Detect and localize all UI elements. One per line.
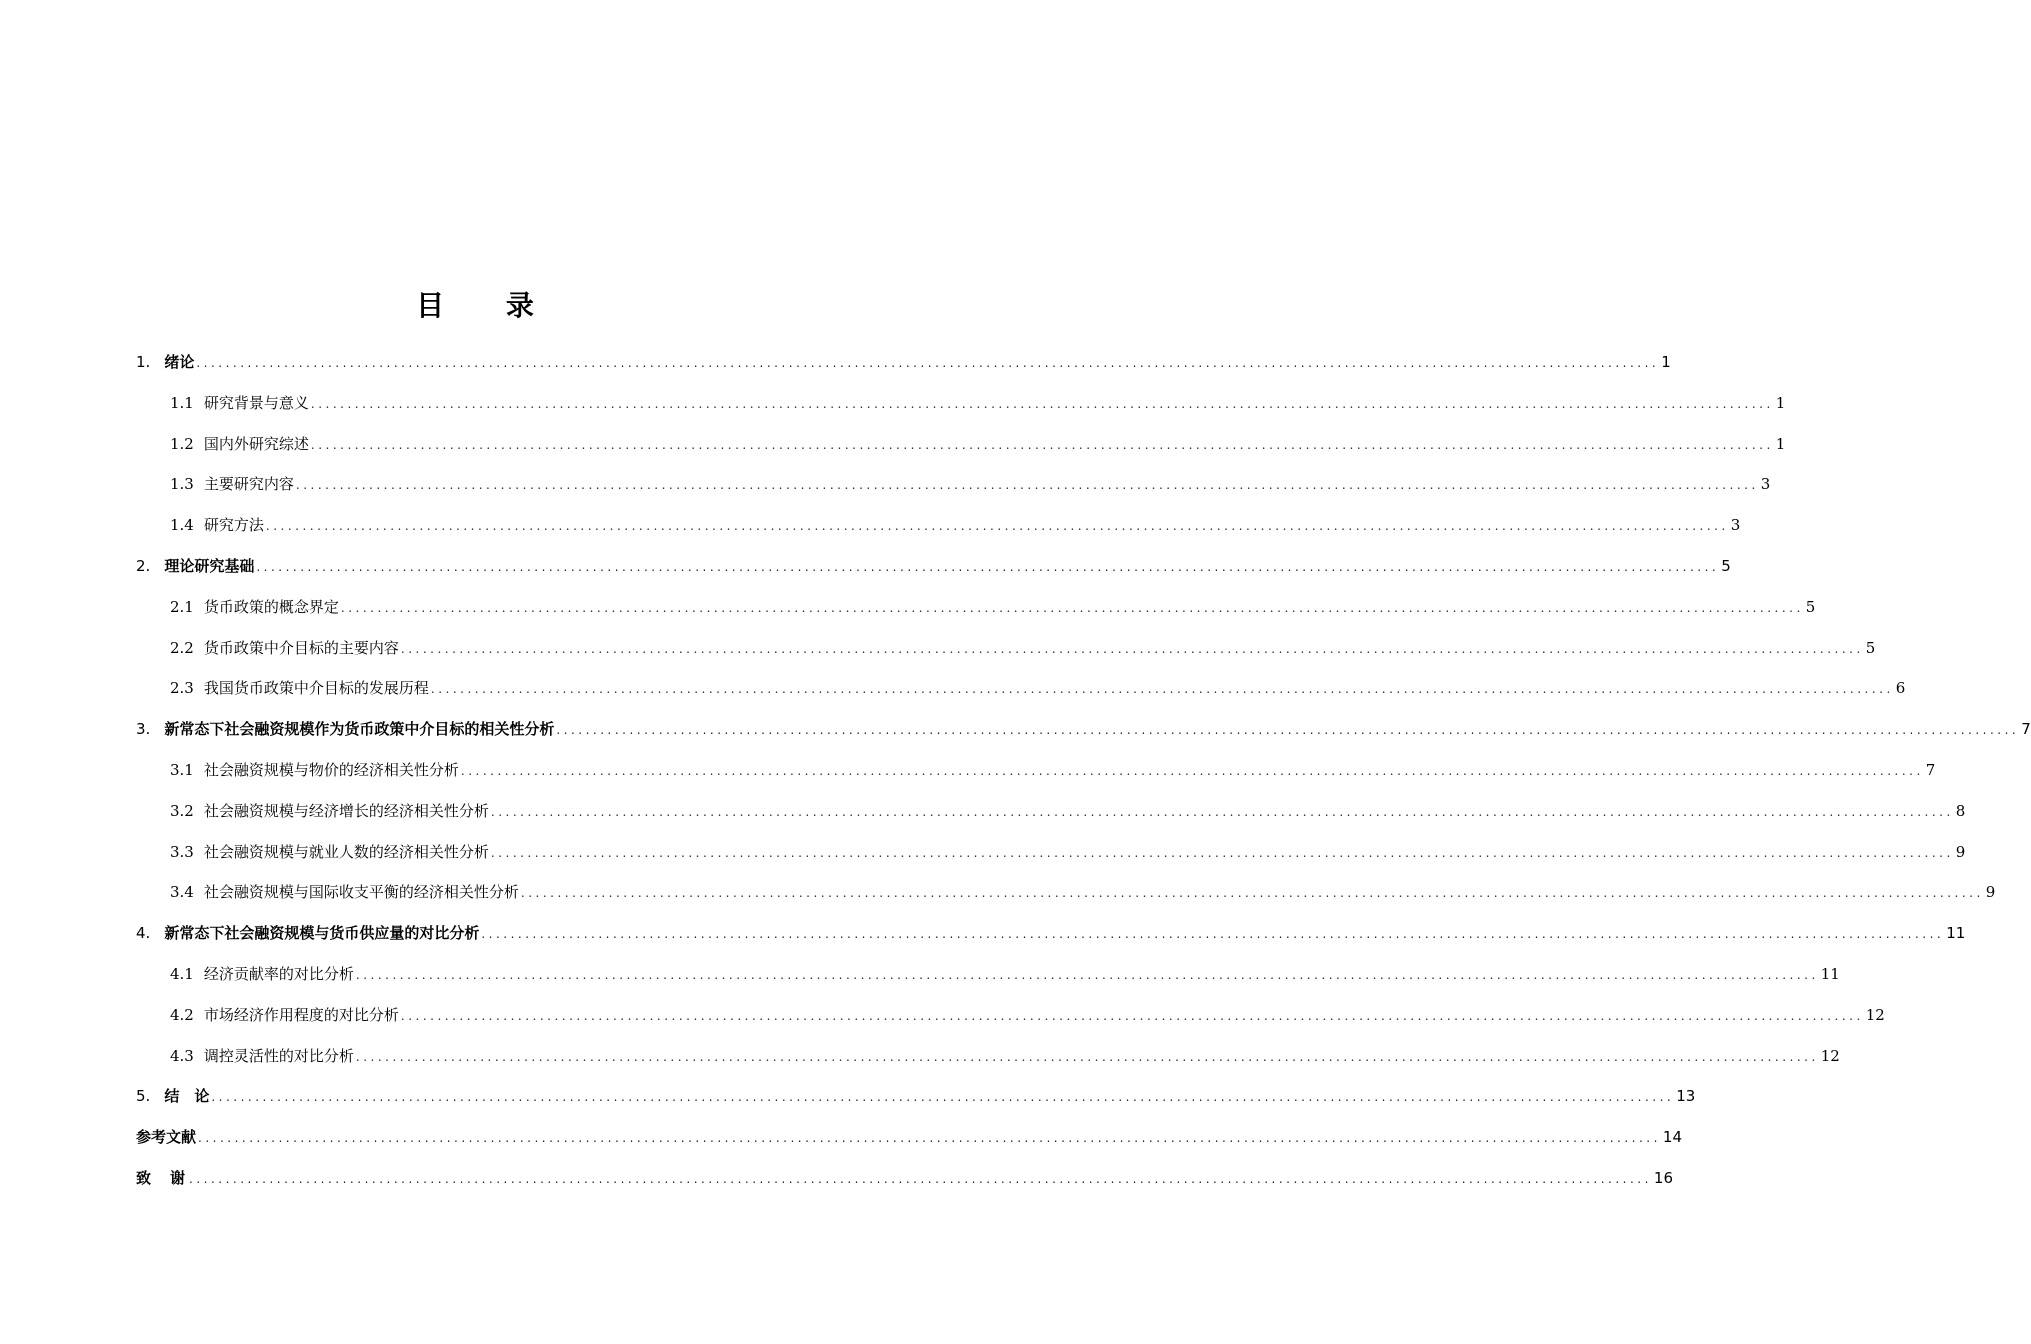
toc-entry-text: 我国货币政策中介目标的发展历程 <box>203 679 429 698</box>
toc-entry-number: 3.1 <box>170 761 194 779</box>
toc-entry-page: 14 <box>1662 1128 1682 1147</box>
toc-entry[interactable] <box>136 1125 1682 1149</box>
leader-dots: ........................................................................................................................................................................................................ <box>400 641 1864 656</box>
toc-entry-number: 4.2 <box>170 1005 194 1024</box>
toc-entry-page: 12 <box>1865 1005 1885 1024</box>
toc-entry-text: 经济贡献率的对比分析 <box>203 965 354 983</box>
toc-entry-number: 2. <box>136 557 151 575</box>
leader-dots: ........................................................................................................................................................................................................ <box>265 519 1729 534</box>
toc-entry-text: 理论研究基础 <box>164 557 255 575</box>
toc-entry-label <box>170 1044 354 1068</box>
leader-dots: ........................................................................................................................................................................................................ <box>520 886 1984 901</box>
toc-entry[interactable] <box>170 636 1876 660</box>
toc-entry-number: 4.3 <box>170 1046 194 1065</box>
leader-dots: ........................................................................................................................................................................................................ <box>196 356 1660 370</box>
toc-entry[interactable] <box>170 513 1741 537</box>
toc-entry-page: 11 <box>1820 965 1840 983</box>
toc-entry-page: 12 <box>1820 1046 1840 1065</box>
leader-dots: ........................................................................................................................................................................................................ <box>340 600 1804 615</box>
toc-entry-text: 研究方法 <box>203 516 264 535</box>
toc-entry-label <box>136 1166 187 1190</box>
toc-entry[interactable] <box>170 595 1816 619</box>
toc-entry[interactable] <box>170 758 1936 782</box>
leader-dots: ........................................................................................................................................................................................................ <box>211 1090 1675 1105</box>
toc-entry-page: 5 <box>1805 597 1816 616</box>
toc-entry-page: 3 <box>1760 475 1771 494</box>
toc-entry-label <box>170 432 309 456</box>
leader-dots: ........................................................................................................................................................................................................ <box>355 1049 1819 1064</box>
leader-dots: ........................................................................................................................................................................................................ <box>556 723 2020 738</box>
toc-entry-label <box>136 1084 209 1108</box>
toc-entry-label <box>136 1125 196 1149</box>
toc-entry[interactable] <box>170 1044 1840 1068</box>
toc-entry-label <box>170 1003 399 1027</box>
toc-entry-text: 社会融资规模与就业人数的经济相关性分析 <box>203 842 489 861</box>
leader-dots: ........................................................................................................................................................................................................ <box>481 927 1945 942</box>
toc-entry-number: 1.3 <box>170 475 194 494</box>
toc-entry-page: 1 <box>1775 434 1786 453</box>
toc-entry[interactable] <box>170 676 1906 700</box>
toc-entry-page: 1 <box>1661 353 1671 371</box>
toc-entry-page: 7 <box>1925 761 1936 779</box>
toc-entry[interactable] <box>170 432 1786 456</box>
toc-entry-text: 绪论 <box>164 353 195 371</box>
toc-entry-text: 社会融资规模与经济增长的经济相关性分析 <box>203 801 489 820</box>
leader-dots: ........................................................................................................................................................................................................ <box>490 804 1954 819</box>
toc-entry[interactable] <box>170 880 1996 904</box>
toc-entry-text: 结 论 <box>164 1087 210 1106</box>
toc-entry-label <box>170 676 429 700</box>
toc-entry-text: 新常态下社会融资规模作为货币政策中介目标的相关性分析 <box>164 720 555 739</box>
toc-entry-label <box>136 350 194 374</box>
toc-entry[interactable] <box>136 554 1731 578</box>
toc-entry-page: 5 <box>1721 557 1731 575</box>
toc-entry-text: 研究背景与意义 <box>203 393 309 412</box>
toc-entry-label <box>136 717 554 741</box>
toc-entry-text: 致 谢 <box>136 1169 188 1187</box>
toc-entry-text: 社会融资规模与物价的经济相关性分析 <box>203 761 459 779</box>
toc-entry-label <box>170 962 354 986</box>
toc-entry-number: 1.4 <box>170 516 194 535</box>
toc-entry-label <box>170 391 309 415</box>
toc-entry[interactable] <box>170 1003 1885 1027</box>
leader-dots: ........................................................................................................................................................................................................ <box>198 1131 1661 1146</box>
toc-entry-page: 3 <box>1730 516 1741 535</box>
toc-entry-page: 1 <box>1775 393 1786 412</box>
toc-entry-text: 调控灵活性的对比分析 <box>203 1046 354 1065</box>
toc-entry-page: 9 <box>1985 883 1996 902</box>
toc-entry-text: 货币政策的概念界定 <box>203 597 339 616</box>
toc-entry[interactable] <box>136 717 2031 741</box>
toc-entry-text: 市场经济作用程度的对比分析 <box>203 1005 399 1024</box>
toc-entry-label <box>170 595 339 619</box>
toc-entry[interactable] <box>136 1084 1696 1108</box>
toc-entry-number: 2.3 <box>170 679 194 698</box>
toc-entry-page: 13 <box>1676 1087 1696 1106</box>
toc-entry[interactable] <box>170 391 1786 415</box>
toc-entry[interactable] <box>170 962 1840 986</box>
toc-entry-number: 2.2 <box>170 638 194 657</box>
leader-dots: ........................................................................................................................................................................................................ <box>310 437 1774 452</box>
toc-entry-label <box>170 636 399 660</box>
toc-entry-label <box>170 880 519 904</box>
toc-entry-number: 3.2 <box>170 801 194 820</box>
toc-entry-label <box>136 554 254 578</box>
toc-entry-page: 9 <box>1955 842 1966 861</box>
toc-entry-page: 7 <box>2021 720 2031 739</box>
leader-dots: ........................................................................................................................................................................................................ <box>490 845 1954 860</box>
toc-entry[interactable] <box>136 1166 1673 1190</box>
toc-entry[interactable] <box>136 921 1966 945</box>
leader-dots: ........................................................................................................................................................................................................ <box>430 682 1894 697</box>
toc-entry-page: 6 <box>1895 679 1906 698</box>
toc-entry-text: 国内外研究综述 <box>203 434 309 453</box>
toc-entry-number: 4.1 <box>170 965 194 983</box>
toc-entry-number: 5. <box>136 1087 151 1106</box>
leader-dots: ........................................................................................................................................................................................................ <box>295 478 1759 493</box>
toc-entry[interactable] <box>170 840 1966 864</box>
leader-dots: ........................................................................................................................................................................................................ <box>400 1008 1864 1023</box>
toc-entry-text: 社会融资规模与国际收支平衡的经济相关性分析 <box>203 883 519 902</box>
toc-entry-text: 新常态下社会融资规模与货币供应量的对比分析 <box>164 924 480 943</box>
leader-dots: ........................................................................................................................................................................................................ <box>460 764 1924 778</box>
toc-entry-label <box>170 799 489 823</box>
toc-entry-number: 4. <box>136 924 151 943</box>
toc-entry-label <box>170 513 264 537</box>
toc-entry-page: 11 <box>1946 924 1966 943</box>
toc-entry-label <box>170 840 489 864</box>
toc-entry-label <box>170 472 294 496</box>
toc-entry-text: 货币政策中介目标的主要内容 <box>203 638 399 657</box>
leader-dots: ........................................................................................................................................................................................................ <box>310 396 1774 411</box>
toc-entry-number: 3.3 <box>170 842 194 861</box>
toc-entry-number: 3.4 <box>170 883 194 902</box>
toc-entry-page: 5 <box>1865 638 1876 657</box>
toc-entry-number: 1.1 <box>170 393 194 412</box>
page-title: 目 录 <box>416 289 560 322</box>
toc-entry[interactable] <box>170 799 1966 823</box>
toc-entry-text: 参考文献 <box>136 1128 197 1147</box>
toc-entry-page: 8 <box>1955 801 1966 820</box>
toc-entry-number: 1.2 <box>170 434 194 453</box>
toc-entry-page: 16 <box>1653 1169 1673 1187</box>
toc-entry-label <box>170 758 459 782</box>
toc-entry[interactable] <box>170 472 1771 496</box>
leader-dots: ........................................................................................................................................................................................................ <box>256 560 1720 574</box>
leader-dots: ........................................................................................................................................................................................................ <box>355 968 1819 982</box>
toc-entry[interactable] <box>136 350 1671 374</box>
toc-entry-text: 主要研究内容 <box>203 475 294 494</box>
toc-entry-number: 3. <box>136 720 151 739</box>
leader-dots: ........................................................................................................................................................................................................ <box>189 1172 1652 1186</box>
toc-entry-label <box>136 921 479 945</box>
toc-entry-number: 1. <box>136 353 151 371</box>
toc-entry-number: 2.1 <box>170 597 194 616</box>
